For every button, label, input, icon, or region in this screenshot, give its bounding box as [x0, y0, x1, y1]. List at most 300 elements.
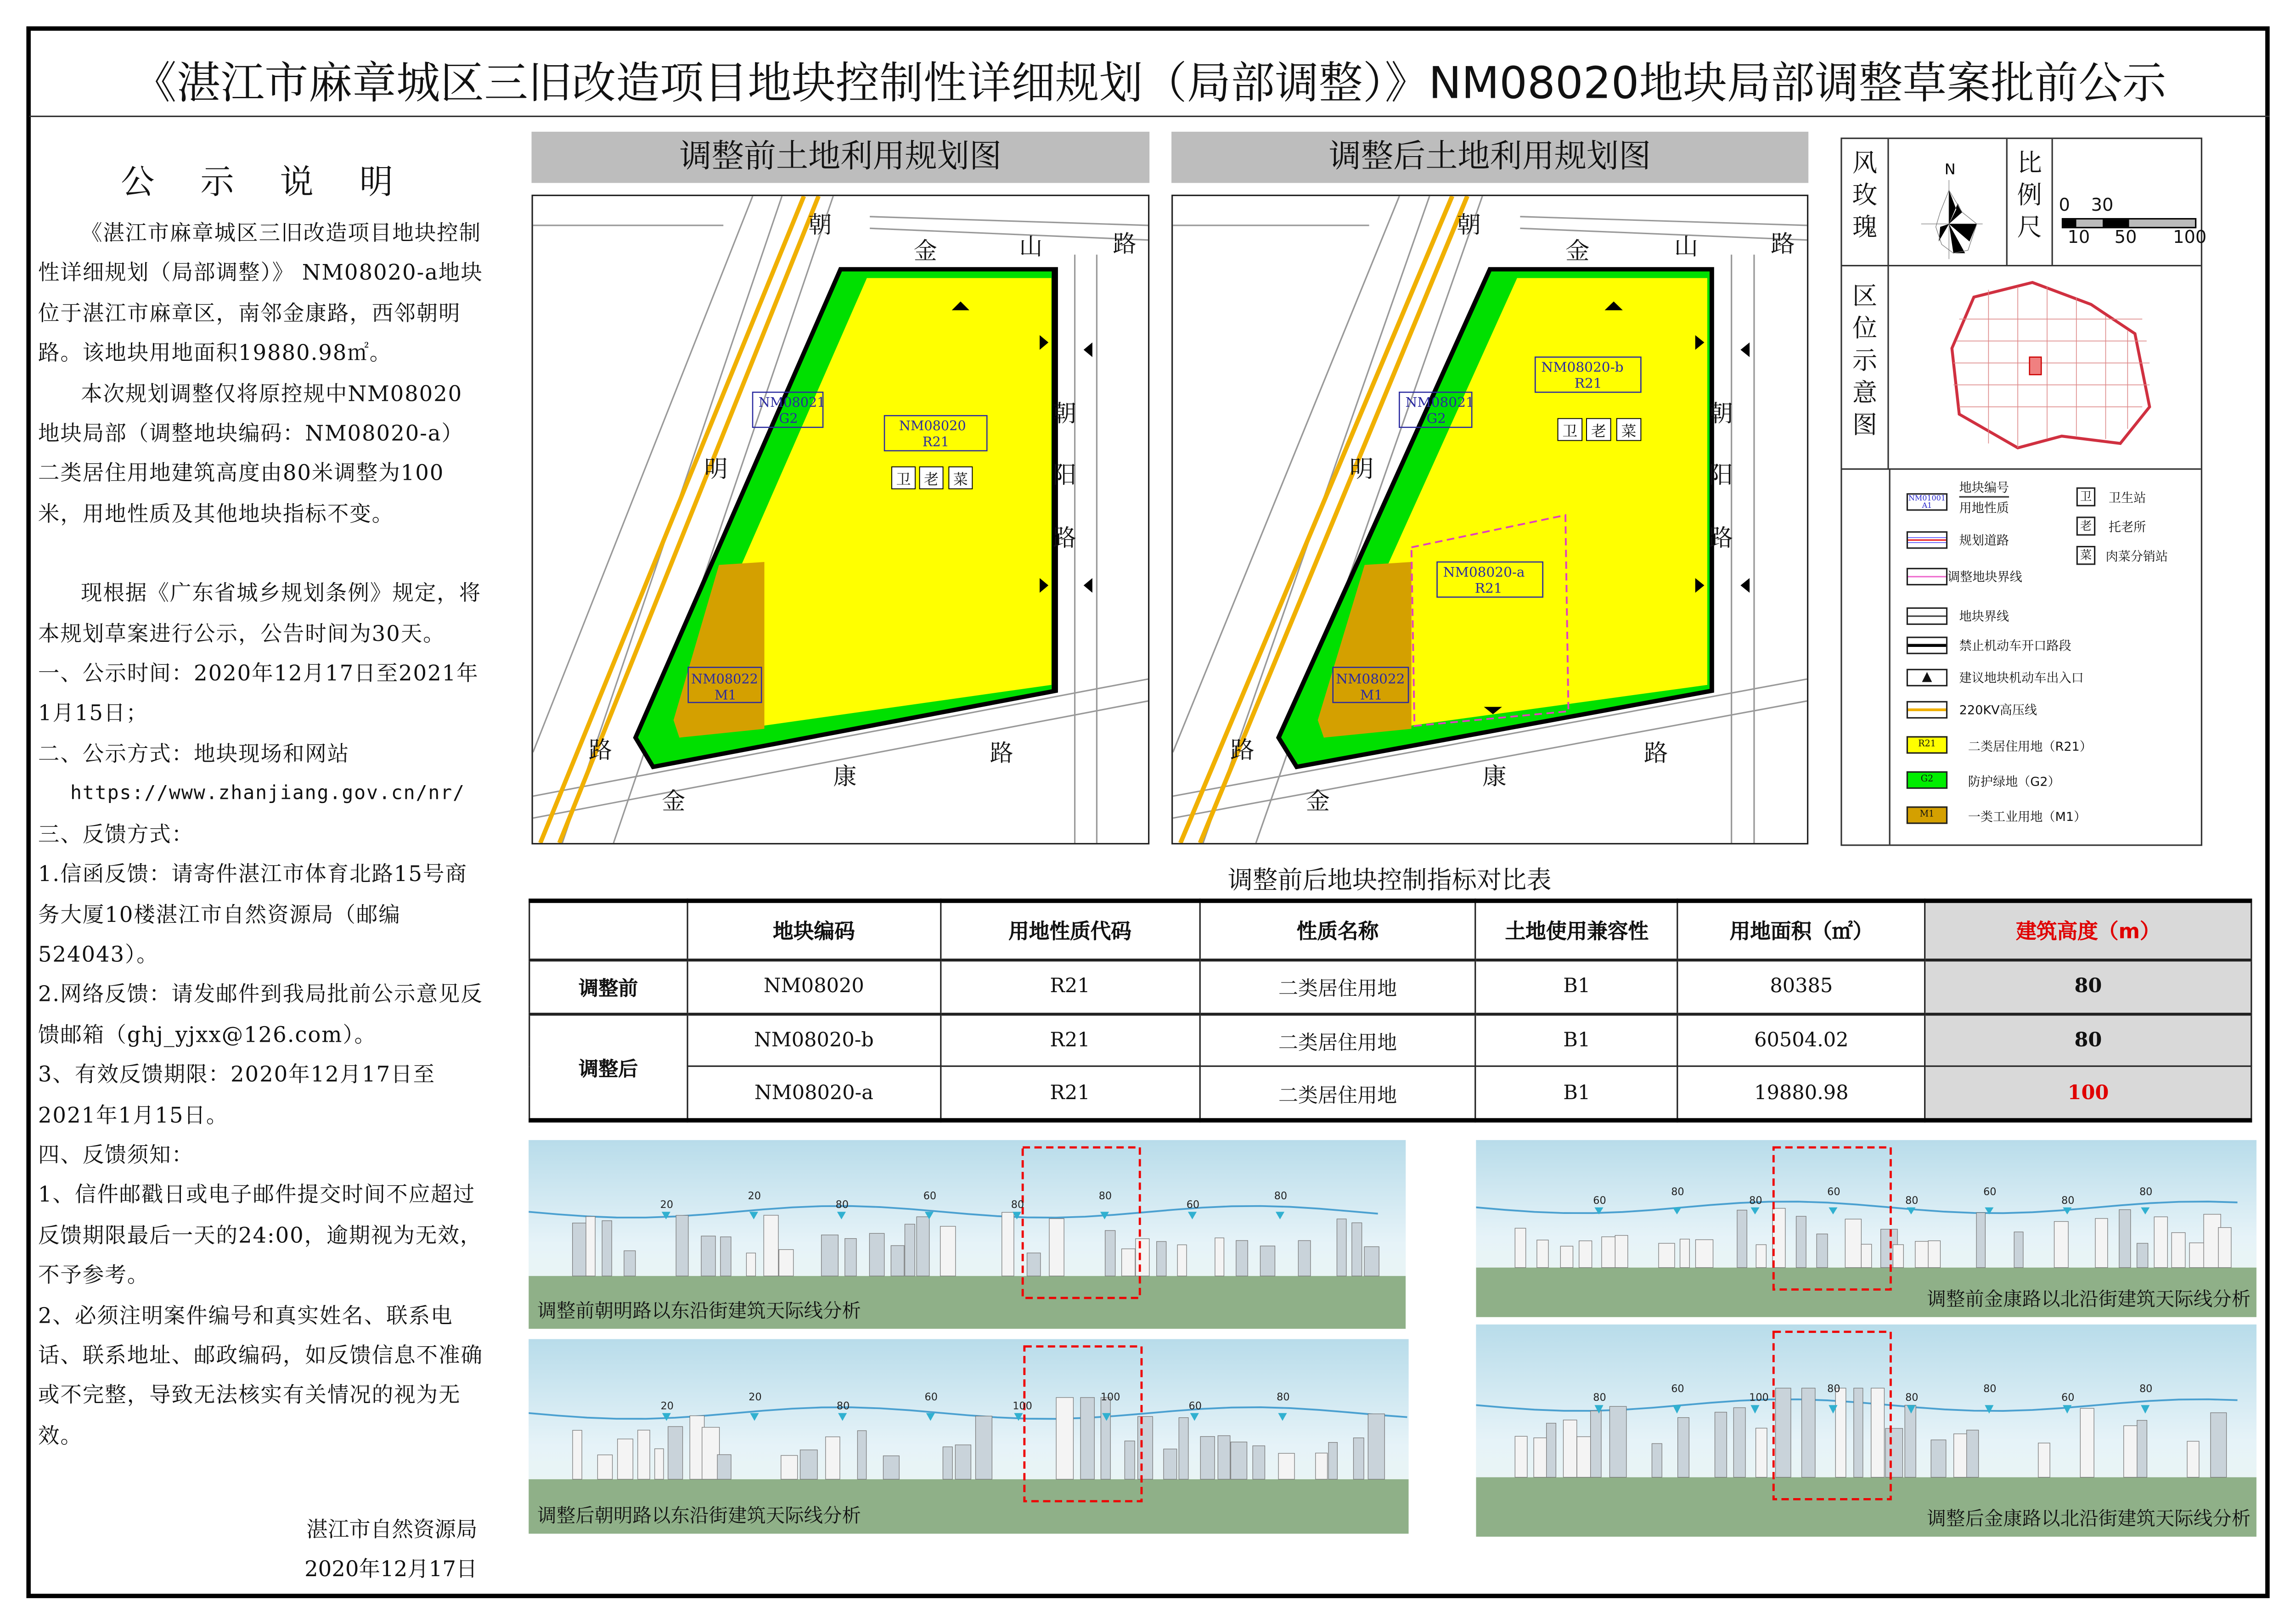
height-label: 100 [1013, 1400, 1032, 1412]
title-divider [29, 116, 2270, 117]
height-label: 60 [924, 1391, 938, 1404]
building [1177, 1245, 1187, 1276]
building [1905, 1405, 1916, 1477]
building [1796, 1216, 1806, 1268]
building [746, 1253, 755, 1276]
building [2172, 1233, 2185, 1268]
building [857, 1431, 866, 1479]
notice-body [38, 213, 483, 1456]
building [1802, 1388, 1815, 1477]
location-map [1945, 275, 2164, 460]
row-label: 调整后 [529, 1014, 687, 1120]
market-icon: 菜 [953, 471, 968, 489]
block-use: M1 [1360, 687, 1383, 703]
building [1928, 1241, 1940, 1267]
building [1218, 1436, 1230, 1479]
signature-date: 2020年12月17日 [304, 1557, 478, 1582]
height-label: 80 [1274, 1190, 1288, 1202]
block-code: NM08021 [1405, 394, 1474, 410]
map-after [1171, 195, 1808, 844]
table-header [529, 901, 2251, 960]
legend-panel [1840, 138, 2207, 846]
header-cell: 性质名称 [1199, 901, 1476, 960]
map-before-title: 调整前土地利用规划图 [532, 132, 1150, 183]
building [602, 1221, 612, 1276]
notice-paragraph: 现根据《广东省城乡规划条例》规定，将本规划草案进行公示，公告时间为30天。 [38, 581, 482, 646]
building [1515, 1436, 1527, 1477]
road-char: 朝 [808, 211, 832, 239]
building [2038, 1443, 2050, 1477]
building [668, 1426, 683, 1479]
building [1547, 1423, 1556, 1477]
building [1591, 1411, 1601, 1477]
building [1056, 1398, 1073, 1479]
height-marker-icon [837, 1212, 846, 1219]
height-label: 80 [1983, 1383, 1997, 1395]
road-char: 路 [1709, 524, 1733, 552]
building [1236, 1241, 1248, 1276]
clinic-icon: 卫 [2077, 487, 2095, 506]
road-char: 路 [1771, 230, 1795, 258]
building [1157, 1241, 1166, 1276]
building [655, 1449, 664, 1479]
height-marker-icon [1190, 1413, 1199, 1421]
height-label: 60 [1671, 1383, 1684, 1395]
height-label: 60 [1186, 1199, 1200, 1211]
market-icon: 菜 [1621, 422, 1637, 440]
building [1871, 1388, 1885, 1477]
height-label: 80 [835, 1199, 849, 1211]
building [1298, 1241, 1311, 1276]
building [1737, 1210, 1747, 1268]
scale-label: 比例尺 [2006, 139, 2053, 265]
notice-heading: 公 示 说 明 [121, 164, 411, 202]
header-cell [529, 901, 687, 960]
legend-m1: 一类工业用地（M1） [1968, 810, 2087, 826]
height-label: 80 [1827, 1383, 1840, 1395]
road-char: 朝 [1709, 400, 1733, 427]
notice-feedback: 三、反馈方式： [38, 822, 194, 847]
block-use: M1 [715, 687, 737, 703]
signature-org: 湛江市自然资源局 [306, 1517, 478, 1543]
road-char: 路 [1052, 524, 1076, 552]
block-code: NM08020-b [1541, 359, 1624, 375]
building [800, 1450, 817, 1479]
height-label: 80 [1671, 1185, 1684, 1198]
height-marker-icon [1014, 1413, 1023, 1421]
building [1027, 1253, 1041, 1276]
block-code: NM08021 [758, 394, 826, 410]
building [826, 1437, 840, 1479]
building [1328, 1443, 1337, 1479]
height-marker-icon [2063, 1405, 2071, 1413]
building [638, 1430, 650, 1479]
building [822, 1235, 838, 1276]
building [2014, 1232, 2023, 1268]
height-label: 60 [1188, 1400, 1202, 1412]
road-char: 金 [1306, 788, 1330, 815]
skyline-caption: 调整前金康路以北沿街建筑天际线分析 [1927, 1289, 2251, 1312]
building [976, 1416, 992, 1479]
notice-feedback-period: 3、有效反馈期限：2020年12月17日至2021年1月15日。 [38, 1062, 436, 1128]
building [943, 1447, 952, 1479]
building [701, 1236, 715, 1276]
table-title: 调整前后地块控制指标对比表 [1227, 866, 1552, 896]
building [1179, 1418, 1188, 1479]
height-marker-icon [1985, 1405, 1993, 1413]
notice-paragraph: 《湛江市麻章城区三旧改造项目地块控制性详细规划（局部调整）》 NM08020-a地块位于湛江市麻章区，南邻金康路，西邻朝明路。该地块用地面积19880.98㎡。 [38, 221, 483, 366]
svg-text:N: N [1944, 160, 1956, 178]
road-char: 路 [990, 740, 1013, 767]
building [2095, 1219, 2108, 1268]
height-control-curve [529, 1206, 1378, 1218]
height-label: 80 [2139, 1185, 2153, 1198]
building [1215, 1238, 1224, 1276]
legend-block-code-swatch: NM01001 A1 [1907, 493, 1947, 511]
block-code: NM08022 [691, 671, 758, 687]
skyline-panel [1476, 1325, 2257, 1537]
map-before [532, 195, 1150, 844]
height-label: 60 [1983, 1185, 1997, 1198]
elderly-icon: 老 [1591, 422, 1606, 440]
road-char: 路 [1643, 740, 1668, 767]
height-label: 80 [1905, 1392, 1919, 1404]
legend-g2: 防护绿地（G2） [1968, 775, 2060, 791]
row-label: 调整前 [529, 960, 687, 1014]
building [597, 1455, 612, 1479]
header-cell: 用地性质代码 [940, 901, 1199, 960]
building [1164, 1449, 1177, 1479]
market-icon: 菜 [2077, 546, 2095, 565]
block-use: R21 [1474, 580, 1503, 596]
height-label: 60 [1827, 1185, 1840, 1198]
website-link[interactable]: https://www.zhanjiang.gov.cn/nr/ [70, 783, 465, 806]
building [720, 1237, 731, 1276]
building [1337, 1219, 1346, 1276]
building [2080, 1408, 2094, 1477]
building [1861, 1244, 1871, 1268]
building [1835, 1388, 1846, 1477]
height-label: 60 [1593, 1194, 1606, 1207]
road-char: 路 [588, 737, 612, 764]
building [2054, 1222, 2068, 1268]
notice-time: 一、公示时间：2020年12月17日至2021年1月15日； [38, 661, 479, 727]
legend-m1-swatch: M1 [1907, 806, 1947, 824]
block-use: G2 [1426, 410, 1446, 427]
height-marker-icon [662, 1413, 671, 1421]
skyline-panel [1476, 1140, 2257, 1317]
height-marker-icon [749, 1212, 758, 1219]
road-char: 金 [662, 788, 686, 815]
height-marker-icon [1672, 1405, 1681, 1413]
height-label: 80 [1593, 1392, 1606, 1404]
legend-market: 肉菜分销站 [2105, 550, 2168, 565]
height-label: 80 [2061, 1194, 2075, 1207]
legend-road-swatch [1907, 531, 1947, 549]
height-marker-icon [1750, 1405, 1759, 1413]
height-label: 60 [2061, 1392, 2075, 1404]
height-label: 80 [1277, 1391, 1290, 1404]
building [1680, 1239, 1690, 1268]
building [1854, 1388, 1863, 1477]
height-label: 80 [1011, 1199, 1024, 1211]
legend-no-opening: 禁止机动车开口路段 [1959, 639, 2071, 654]
height-marker-icon [750, 1413, 759, 1421]
notice-rule: 1、信件邮戳日或电子邮件提交时间不应超过反馈期限最后一天的24:00，逾期视为无效，不予参考。 [38, 1183, 483, 1288]
skyline-caption: 调整后金康路以北沿街建筑天际线分析 [1927, 1509, 2251, 1531]
building [1893, 1245, 1903, 1268]
notice-feedback-email: 2.网络反馈：请发邮件到我局批前公示意见反馈邮箱（ghj_yjxx@126.com）。 [38, 982, 483, 1048]
notice-method: 二、公示方式：地块现场和网站 [38, 741, 350, 767]
header-cell: 土地使用兼容性 [1476, 901, 1678, 960]
table-row: NM08020-a R21 二类居住用地 B1 19880.98 100 [529, 1067, 2251, 1120]
building [1352, 1223, 1362, 1276]
building [1080, 1398, 1094, 1479]
building [1200, 1437, 1215, 1479]
building [781, 1455, 798, 1479]
building [1364, 1247, 1379, 1276]
building [2137, 1243, 2148, 1268]
elderly-icon: 老 [2077, 517, 2095, 535]
height-marker-icon [1188, 1212, 1197, 1219]
building [1652, 1443, 1662, 1477]
building [1353, 1438, 1364, 1479]
location-label: 区位示意图 [1842, 266, 1889, 468]
building [1733, 1408, 1745, 1477]
building [1368, 1414, 1384, 1479]
height-label: 20 [748, 1391, 762, 1404]
building [1931, 1440, 1946, 1477]
height-marker-icon [1750, 1207, 1759, 1214]
building [1231, 1442, 1247, 1479]
road-char: 明 [1349, 455, 1374, 483]
building [1609, 1406, 1626, 1477]
building [1105, 1230, 1115, 1276]
entrance-icon [1084, 343, 1092, 357]
legend-entrance-swatch: ▲ [1907, 669, 1947, 686]
map-after-title: 调整后土地利用规划图 [1171, 132, 1808, 183]
building [2187, 1441, 2199, 1477]
notice-rules: 四、反馈须知： [38, 1143, 194, 1168]
building [586, 1217, 595, 1276]
height-label: 20 [748, 1190, 761, 1202]
skyline-caption: 调整前朝明路以东沿街建筑天际线分析 [537, 1301, 861, 1323]
building [1845, 1219, 1861, 1268]
building [1756, 1428, 1767, 1477]
legend-divider [1889, 468, 1891, 844]
legend-elderly: 托老所 [2108, 521, 2146, 536]
building [1138, 1416, 1153, 1479]
road-char: 山 [1674, 233, 1699, 261]
building [2124, 1426, 2137, 1477]
building [1659, 1243, 1675, 1268]
building [779, 1250, 793, 1276]
legend-g2-swatch: G2 [1907, 771, 1947, 789]
height-marker-icon [1278, 1413, 1287, 1421]
building [1049, 1219, 1064, 1276]
building [1316, 1453, 1328, 1479]
building [883, 1456, 899, 1479]
road-char: 明 [704, 456, 728, 483]
building [1002, 1213, 1014, 1276]
building [1278, 1453, 1294, 1479]
road-char: 路 [1230, 736, 1255, 764]
building [717, 1455, 731, 1479]
block-use: R21 [1574, 376, 1602, 391]
building [1967, 1430, 1979, 1477]
building [1817, 1234, 1828, 1268]
road-char: 金 [1565, 237, 1590, 265]
building [891, 1246, 904, 1276]
height-marker-icon [1907, 1207, 1915, 1214]
building [624, 1251, 636, 1276]
legend-boundary-swatch [1907, 607, 1947, 625]
clinic-icon: 卫 [1562, 422, 1578, 440]
building [676, 1215, 688, 1276]
height-label: 80 [836, 1400, 850, 1412]
building [1122, 1249, 1135, 1276]
legend-r21-swatch: R21 [1907, 736, 1947, 753]
clinic-icon: 卫 [896, 471, 911, 489]
map-before-drawing [533, 196, 1148, 843]
legend-clinic: 卫生站 [2108, 492, 2146, 506]
legend-adjusted-swatch [1907, 568, 1947, 585]
building [1915, 1241, 1930, 1268]
road-char: 阳 [1052, 461, 1076, 489]
table-row: 调整后 NM08020-b R21 二类居住用地 B1 60504.02 80 [529, 1014, 2251, 1067]
building [940, 1226, 956, 1276]
height-marker-icon [1829, 1207, 1837, 1214]
road-char: 金 [913, 238, 937, 265]
notice-paragraph: 本次规划调整仅将原控规中NM08020地块局部（调整地块编码：NM08020-a）二类居住用地建筑高度由80米调整为100米，用地性质及其他地块指标不变。 [38, 381, 464, 527]
table-row: 调整前 NM08020 R21 二类居住用地 B1 80385 80 [529, 960, 2251, 1014]
building [1776, 1388, 1791, 1477]
height-label: 20 [660, 1400, 674, 1412]
building [955, 1445, 971, 1479]
building [1579, 1241, 1592, 1268]
entrance-icon [1084, 578, 1092, 593]
height-label: 80 [1098, 1190, 1112, 1202]
legend-adjusted-boundary: 调整地块界线 [1947, 571, 2022, 586]
building [1515, 1228, 1525, 1268]
skyline-panel [529, 1339, 1408, 1534]
building [1976, 1213, 1985, 1268]
location-row [1842, 266, 2201, 470]
height-label: 20 [660, 1199, 674, 1211]
entrance-icon [1740, 343, 1750, 357]
height-marker-icon [2141, 1207, 2150, 1214]
road-char: 路 [1113, 230, 1137, 258]
building [1756, 1245, 1766, 1268]
building [1715, 1412, 1727, 1477]
building [1563, 1420, 1576, 1477]
road-char: 朝 [1052, 400, 1076, 428]
building [917, 1217, 929, 1276]
page-title: 《湛江市麻章城区三旧改造项目地块控制性详细规划（局部调整）》NM08020地块局部调整草案批前公示 [132, 58, 2167, 110]
building [1678, 1418, 1689, 1477]
map-after-drawing [1173, 196, 1807, 843]
height-label: 80 [1749, 1194, 1762, 1207]
header-cell: 地块编码 [687, 901, 940, 960]
legend-land-use: 用地性质 [1959, 502, 2009, 517]
building [1136, 1239, 1149, 1276]
building [869, 1233, 884, 1276]
building [2211, 1413, 2227, 1477]
wind-scale-row: 风玫瑰 N 比例尺 0 30 10 50 100 [1842, 139, 2201, 266]
building [702, 1427, 720, 1479]
building [764, 1215, 778, 1276]
building [1125, 1441, 1135, 1479]
building [1560, 1246, 1573, 1268]
block-use: G2 [779, 410, 798, 427]
entrance-icon [1740, 578, 1750, 593]
legend-planned-road: 规划道路 [1959, 534, 2009, 549]
building [2119, 1210, 2131, 1268]
road-char: 阳 [1709, 461, 1733, 489]
legend-hv-line: 220KV高压线 [1959, 704, 2037, 719]
header-cell: 用地面积（㎡） [1678, 901, 1925, 960]
height-marker-icon [1276, 1212, 1284, 1219]
height-label: 80 [2139, 1383, 2153, 1395]
building [905, 1224, 915, 1276]
building [2137, 1421, 2147, 1477]
legend-r21: 二类居住用地（R21） [1968, 740, 2092, 755]
skyline-caption: 调整后朝明路以东沿街建筑天际线分析 [537, 1506, 861, 1528]
height-marker-icon [926, 1413, 935, 1421]
height-label: 100 [1749, 1392, 1769, 1404]
height-marker-icon [2141, 1405, 2150, 1413]
building [1885, 1428, 1903, 1477]
building [1260, 1246, 1275, 1276]
building [845, 1239, 856, 1276]
comparison-table [529, 899, 2252, 1123]
elderly-icon: 老 [924, 471, 939, 489]
road-char: 山 [1019, 233, 1043, 261]
building [2154, 1217, 2167, 1267]
notice-feedback-mail: 1.信函反馈：请寄件湛江市体育北路15号商务大厦10楼湛江市自然资源局（邮编524043）。 [38, 862, 467, 967]
road-char: 朝 [1457, 211, 1481, 239]
legend-block-code: 地块编号 [1959, 478, 2009, 497]
skyline-panel [529, 1140, 1406, 1329]
legend-entrance: 建议地块机动车出入口 [1959, 672, 2084, 686]
wind-rose-icon [1892, 139, 2009, 265]
legend-block-boundary: 地块界线 [1959, 610, 2009, 625]
legend-no-opening-swatch [1907, 637, 1947, 654]
height-label: 60 [923, 1190, 937, 1202]
building [1537, 1240, 1548, 1268]
building [1253, 1446, 1265, 1479]
height-label: 80 [1905, 1194, 1919, 1207]
block-use: R21 [922, 434, 950, 450]
building [1695, 1240, 1713, 1268]
building [2218, 1228, 2231, 1268]
block-code: NM08020-a [1443, 564, 1525, 580]
wind-rose-label: 风玫瑰 [1842, 139, 1889, 265]
road-char: 康 [1482, 763, 1507, 791]
building [2189, 1243, 2205, 1268]
notice-rule: 2、必须注明案件编号和真实姓名、联系电话、联系地址、邮政编码，如反馈信息不准确或不完整，导致无法核实有关情况的视为无效。 [38, 1303, 483, 1449]
header-cell: 建筑高度（m） [1925, 901, 2251, 960]
building [618, 1439, 633, 1479]
building [573, 1430, 582, 1479]
block-code: NM08020 [899, 418, 966, 434]
block-code: NM08022 [1336, 671, 1405, 687]
building [1615, 1236, 1628, 1268]
building [1101, 1398, 1110, 1479]
legend-hv-swatch [1907, 701, 1947, 719]
height-marker-icon [662, 1212, 670, 1219]
road-char: 康 [833, 763, 857, 791]
